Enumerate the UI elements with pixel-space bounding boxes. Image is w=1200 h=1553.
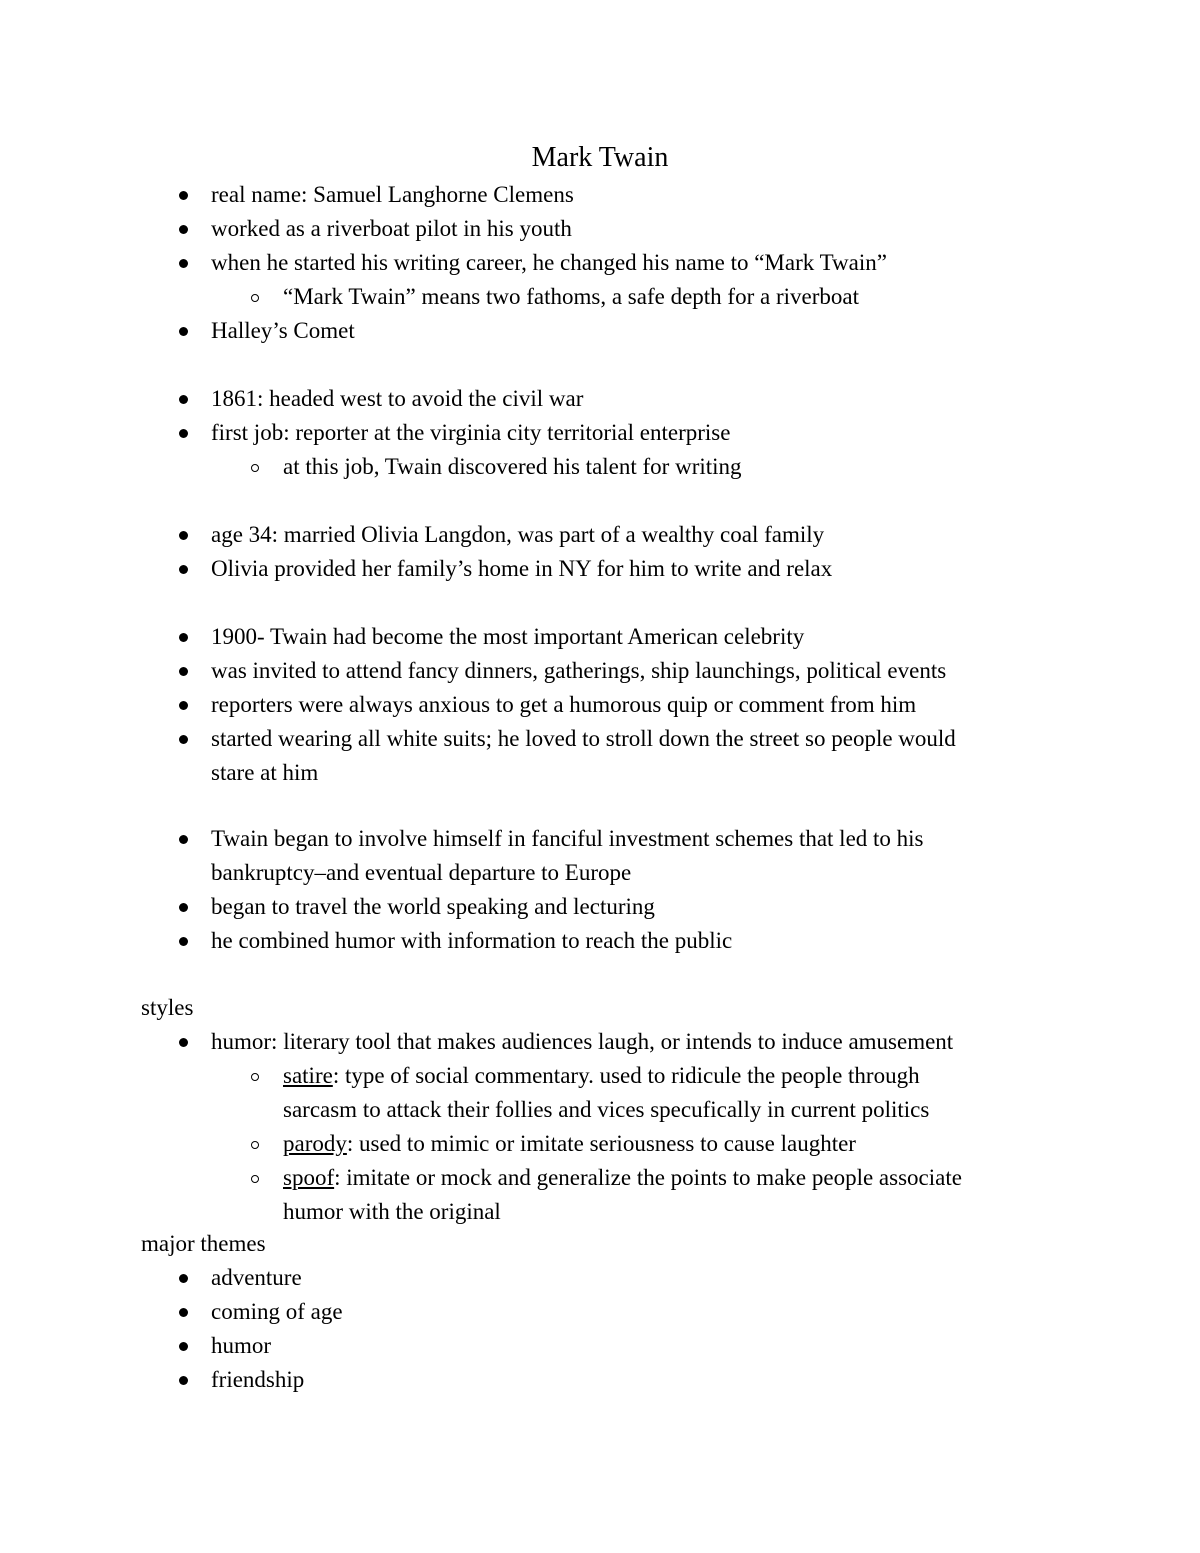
term-spoof: spoof	[283, 1165, 335, 1190]
list-item: was invited to attend fancy dinners, gatherings, ship launchings, political events	[211, 658, 947, 683]
list-item: friendship	[211, 1367, 305, 1392]
list-item-continuation: bankruptcy–and eventual departure to Europe	[211, 860, 632, 885]
sub-list-item	[283, 1061, 920, 1091]
bullet	[179, 531, 188, 540]
list-item: Twain began to involve himself in fanciful investment schemes that led to his	[211, 826, 924, 851]
list-item: real name: Samuel Langhorne Clemens	[211, 182, 574, 207]
list-item: reporters were always anxious to get a humorous quip or comment from him	[211, 692, 917, 717]
definition: : type of social commentary. used to ridicule the people through	[332, 1063, 920, 1088]
list-item: he combined humor with information to reach the public	[211, 928, 733, 953]
list-item: Olivia provided her family’s home in NY for him to write and relax	[211, 556, 833, 581]
term-satire: satire	[283, 1063, 333, 1088]
styles-heading: styles	[141, 995, 194, 1020]
list-item: when he started his writing career, he changed his name to “Mark Twain”	[211, 250, 887, 275]
list-item: age 34: married Olivia Langdon, was part of a wealthy coal family	[211, 522, 825, 547]
definition: : used to mimic or imitate seriousness to cause laughter	[346, 1131, 856, 1156]
sub-list-item-continuation: sarcasm to attack their follies and vices specufically in current politics	[283, 1097, 930, 1122]
list-item: started wearing all white suits; he loved to stroll down the street so people would	[211, 726, 956, 751]
sub-bullet	[251, 464, 259, 472]
bullet	[179, 903, 188, 912]
bullet	[179, 395, 188, 404]
list-item: first job: reporter at the virginia city territorial enterprise	[211, 420, 731, 445]
list-item: began to travel the world speaking and lecturing	[211, 894, 655, 919]
list-item: 1900- Twain had become the most important American celebrity	[211, 624, 805, 649]
bullet	[179, 1342, 188, 1351]
sub-list-item: “Mark Twain” means two fathoms, a safe depth for a riverboat	[283, 284, 859, 309]
sub-bullet	[251, 1073, 259, 1081]
sub-bullet	[251, 294, 259, 302]
term-parody: parody	[283, 1131, 347, 1156]
list-item: worked as a riverboat pilot in his youth	[211, 216, 572, 241]
list-item: 1861: headed west to avoid the civil war	[211, 386, 584, 411]
bullet	[179, 327, 188, 336]
sub-bullet	[251, 1141, 259, 1149]
bullet	[179, 259, 188, 268]
bullet	[179, 1274, 188, 1283]
bullet	[179, 937, 188, 946]
bullet	[179, 565, 188, 574]
bullet	[179, 701, 188, 710]
bullet	[179, 1308, 188, 1317]
sub-list-item: at this job, Twain discovered his talent for writing	[283, 454, 742, 479]
themes-heading: major themes	[141, 1231, 266, 1256]
sub-list-item-continuation: humor with the original	[283, 1199, 501, 1224]
sub-list-item	[283, 1129, 856, 1159]
bullet	[179, 1038, 188, 1047]
sub-list-item	[283, 1163, 962, 1193]
bullet	[179, 735, 188, 744]
bullet	[179, 191, 188, 200]
bullet	[179, 835, 188, 844]
bullet	[179, 429, 188, 438]
list-item: humor	[211, 1333, 272, 1358]
definition: : imitate or mock and generalize the points to make people associate	[334, 1165, 962, 1190]
sub-bullet	[251, 1175, 259, 1183]
bullet	[179, 633, 188, 642]
list-item: Halley’s Comet	[211, 318, 355, 343]
list-item: coming of age	[211, 1299, 343, 1324]
list-item-continuation: stare at him	[211, 760, 319, 785]
list-item: adventure	[211, 1265, 302, 1290]
bullet	[179, 1376, 188, 1385]
page-title: Mark Twain	[531, 142, 669, 173]
list-item: humor: literary tool that makes audiences laugh, or intends to induce amusement	[211, 1029, 954, 1054]
bullet	[179, 667, 188, 676]
bullet	[179, 225, 188, 234]
